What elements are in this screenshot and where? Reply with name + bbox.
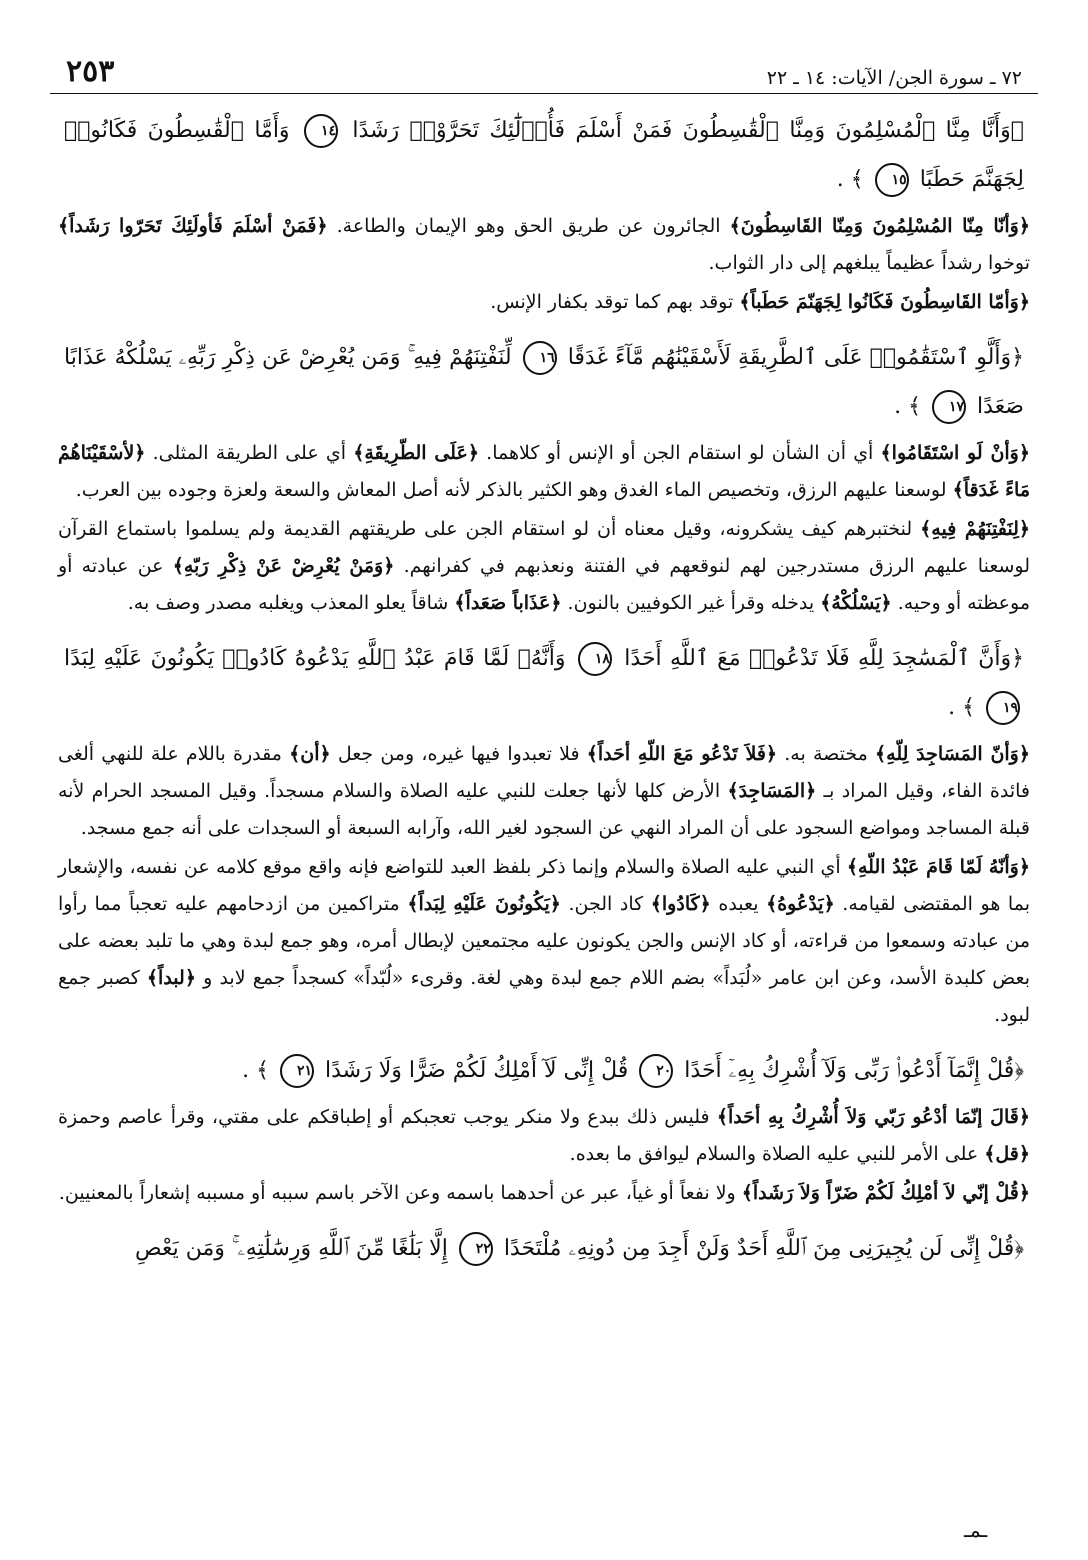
verse-number-marker: ١٦ — [523, 341, 557, 375]
commentary-text: مختصة به. — [777, 743, 875, 765]
verse-number-marker: ٢١ — [280, 1054, 314, 1088]
quoted-phrase: ﴿كَادُوا﴾ — [650, 893, 711, 915]
commentary-text: أي النبي عليه الصلاة والسلام وإنما ذكر بلفظ العبد للتواضع فإنه واقع موقع كلامه عن نفسه، والإشعار بما هو المقتضى لقيامه. — [58, 856, 1030, 915]
commentary-text: يعبده — [710, 893, 767, 915]
commentary-paragraph — [50, 1175, 1038, 1212]
quran-verse — [50, 104, 1038, 204]
page-header — [50, 54, 1038, 94]
quran-verse — [50, 1044, 1038, 1095]
commentary-paragraph — [50, 435, 1038, 509]
commentary-text: كصبر جمع لبود. — [58, 967, 1030, 1026]
verse-text: لِّنَفْتِنَهُمْ فِيهِ ۚ وَمَن يُعْرِضْ عَن ذِكْرِ رَبِّهِۦ يَسْلُكْهُ عَذَابًا صَعَدًا — [64, 345, 1024, 419]
quoted-phrase: ﴿وَأمّا القَاسِطُونَ فَكَانُوا لِجَهَنّمَ حَطَباً﴾ — [739, 291, 1030, 313]
verse-text: ﴿وَأَنَّا مِنَّا ٱلْمُسْلِمُونَ وَمِنَّا ٱلْقَٰسِطُونَ فَمَنْ أَسْلَمَ فَأُو۟لَٰٓئِكَ تَحَرَّوْا۟ رَشَدًا — [352, 118, 1024, 143]
commentary-text: فلا تعبدوا فيها غيره، ومن جعل — [330, 743, 587, 765]
quoted-phrase: ﴿قل﴾ — [984, 1143, 1030, 1165]
quoted-phrase: ﴿فَمَنْ أسْلَمَ فَأولَئِكَ تَحَرّوا رَشَداً﴾ — [58, 215, 328, 237]
commentary-text: يدخله وقرأ غير الكوفيين بالنون. — [561, 592, 821, 614]
commentary-paragraph — [50, 208, 1038, 282]
verse-text: ﴿قُلْ إِنَّمَآ أَدْعُوا۟ رَبِّى وَلَآ أُشْرِكُ بِهِۦٓ أَحَدًا — [684, 1058, 1024, 1083]
commentary-paragraph — [50, 284, 1038, 321]
verse-number-marker: ١٨ — [578, 642, 612, 676]
quoted-phrase: ﴿قَالَ إنّمَا أدْعُو رَبّي وَلاَ أُشْرِكُ بِهِ أحَداً﴾ — [716, 1106, 1030, 1128]
commentary-text: لوسعنا عليهم الرزق، وتخصيص الماء الغدق وهو الكثير بالذكر لأنه أصل المعاش والسعة ولعزة وجوده بين العرب. — [75, 479, 953, 501]
commentary-text: عن عبادته أو موعظته أو وحيه. — [58, 555, 1030, 614]
verse-number-marker: ١٥ — [875, 163, 909, 197]
quran-verse — [50, 1222, 1038, 1273]
verse-number-marker: ١٩ — [986, 691, 1020, 725]
quoted-phrase: ﴿أن﴾ — [289, 743, 331, 765]
quoted-phrase: ﴿المَسَاجِدَ﴾ — [727, 780, 817, 802]
commentary-text: الجائرون عن طريق الحق وهو الإيمان والطاعة. — [327, 215, 730, 237]
commentary-text: فليس ذلك ببدع ولا منكر يوجب تعجبكم أو إطباقكم على مقتي، وقرأ عاصم وحمزة — [58, 1106, 717, 1128]
quoted-phrase: ﴿وَأنّهُ لَمّا قَامَ عَبْدُ اللّهِ﴾ — [846, 856, 1030, 878]
commentary-text: ولا نفعاً أو غياً، عبر عن أحدهما باسمه وعن الآخر باسم سببه أو مسببه إشعاراً بالمعنيين. — [58, 1182, 742, 1204]
quoted-phrase: ﴿وَأنْ لَو اسْتَقَامُوا﴾ — [880, 442, 1030, 464]
verse-text: ﴿وَأَنَّ ٱلْمَسَٰجِدَ لِلَّهِ فَلَا تَدْعُوا۟ مَعَ ٱللَّهِ أَحَدًا — [624, 646, 1025, 671]
commentary-text: مقدرة باللام علة للنهي ألغى فائدة الفاء، وقيل المراد بـ — [58, 743, 1030, 802]
quran-verse — [50, 331, 1038, 431]
verse-number-marker: ١٤ — [304, 114, 338, 148]
verse-text: ﴿وَأَلَّوِ ٱسْتَقَٰمُوا۟ عَلَى ٱلطَّرِيقَةِ لَأَسْقَيْنَٰهُم مَّآءً غَدَقًا — [567, 345, 1024, 370]
commentary-paragraph — [50, 736, 1038, 847]
commentary-text: كاد الجن. — [560, 893, 651, 915]
quoted-phrase: ﴿لأسْقَيْنَاهُمْ مَاءً غَدَقاً﴾ — [58, 442, 1030, 501]
commentary-paragraph — [50, 849, 1038, 1034]
verse-end: ﴾ . — [836, 167, 864, 192]
verse-text: وَأَنَّهُۥ لَمَّا قَامَ عَبْدُ ٱللَّهِ يَدْعُوهُ كَادُوا۟ يَكُونُونَ عَلَيْهِ لِبَدًا — [64, 646, 566, 671]
commentary-text: على الأمر للنبي عليه الصلاة والسلام ليوافق ما بعده. — [569, 1143, 985, 1165]
quoted-phrase: ﴿وَأنّ المَسَاجِدَ لِلّهِ﴾ — [875, 743, 1030, 765]
verse-text: إِلَّا بَلَٰغًا مِّنَ ٱللَّهِ وَرِسَٰلَٰتِهِۦ ۚ وَمَن يَعْصِ — [135, 1236, 448, 1261]
verse-text: ﴿قُلْ إِنِّى لَن يُجِيرَنِى مِنَ ٱللَّهِ أَحَدٌ وَلَنْ أَجِدَ مِن دُونِهِۦ مُلْتَحَدًا — [503, 1236, 1024, 1261]
verse-text: وَأَمَّا ٱلْقَٰسِطُونَ فَكَانُوا۟ لِجَهَنَّمَ حَطَبًا — [64, 118, 1024, 192]
commentary-text: توخوا رشداً عظيماً يبلغهم إلى دار الثواب. — [708, 252, 1030, 274]
verse-end: ﴾ . — [948, 695, 975, 720]
verse-number-marker: ١٧ — [932, 390, 966, 424]
quoted-phrase: ﴿يَكُونُونَ عَلَيْهِ لِبَداً﴾ — [407, 893, 561, 915]
quoted-phrase: ﴿يَدْعُوهُ﴾ — [766, 893, 835, 915]
quoted-phrase: ﴿عَلَى الطّرِيقَةِ﴾ — [353, 442, 479, 464]
commentary-text: لنختبرهم كيف يشكرونه، وقيل معناه أن لو استقام الجن على طريقتهم القديمة ولم يسلموا باستماع القرآن لوسعنا عليهم الرزق مستدرجين لهم لنوقعهم في الفتنة ونعذبهم في كفرانهم. — [58, 518, 1031, 577]
verse-text: قُلْ إِنِّى لَآ أَمْلِكُ لَكُمْ ضَرًّا وَلَا رَشَدًا — [325, 1058, 629, 1083]
quoted-phrase: ﴿يَسْلُكْهُ﴾ — [820, 592, 892, 614]
verse-end: ﴾ . — [894, 394, 922, 419]
commentary-text: أي على الطريقة المثلى. — [145, 442, 354, 464]
quoted-phrase: ﴿عَذَاباً صَعَداً﴾ — [454, 592, 562, 614]
quoted-phrase: ﴿وَأنّا مِنّا المُسْلِمُونَ وَمِنّا القَاسِطُونَ﴾ — [729, 215, 1030, 237]
commentary-text: الأرض كلها لأنها جعلت للنبي عليه الصلاة والسلام مسجداً. وقيل المسجد الحرام لأنه قبلة المساجد ومواضع السجود على أن المراد النهي عن السجود لغير الله، وآرابه السبعة أو السجدات على أنه جمع مسجد. — [58, 780, 1030, 839]
commentary-paragraph — [50, 1099, 1038, 1173]
catchword-mark: ـمـ — [964, 1518, 988, 1542]
quoted-phrase: ﴿فَلاَ تَدْعُو مَعَ اللّهِ أحَداً﴾ — [586, 743, 778, 765]
commentary-paragraph — [50, 511, 1038, 622]
running-title: ٧٢ ـ سورة الجن/ الآيات: ١٤ ـ ٢٢ — [766, 67, 1022, 89]
quran-verse — [50, 632, 1038, 732]
quoted-phrase: ﴿قُلْ إنّي لاَ أمْلِكُ لَكُمْ ضَرّاً وَلاَ رَشَداً﴾ — [741, 1182, 1030, 1204]
verse-number-marker: ٢٢ — [459, 1232, 493, 1266]
commentary-text: توقد بهم كما توقد بكفار الإنس. — [490, 291, 740, 313]
verse-number-marker: ٢٠ — [639, 1054, 673, 1088]
commentary-text: أي أن الشأن لو استقام الجن أو الإنس أو كلاهما. — [478, 442, 881, 464]
commentary-text: شاقاً يعلو المعذب ويغلبه مصدر وصف به. — [127, 592, 455, 614]
commentary-text: متراكمين من ازدحامهم عليه تعجباً مما رأوا من عبادته وسمعوا من قراءته، أو كاد الإنس والجن يكونون عليه مجتمعين لإبطال أمره، وهو جمع لبدة وهي ما تلبد بعضه على بعض كلبدة الأسد، وعن ابن عامر «لُبَداً» بضم اللام جمع لبدة وهي لغة. وقرىء «لُبّداً» كسجداً جمع لابد و — [58, 893, 1030, 989]
quoted-phrase: ﴿لِنَفْتِنَهُمْ فِيهِ﴾ — [920, 518, 1031, 540]
quoted-phrase: ﴿لبداً﴾ — [146, 967, 196, 989]
verse-end: ﴾ . — [242, 1058, 269, 1083]
page-number: ٢٥٣ — [66, 54, 115, 89]
quoted-phrase: ﴿وَمَنْ يُعْرِضْ عَنْ ذِكْرِ رَبّهِ﴾ — [172, 555, 395, 577]
